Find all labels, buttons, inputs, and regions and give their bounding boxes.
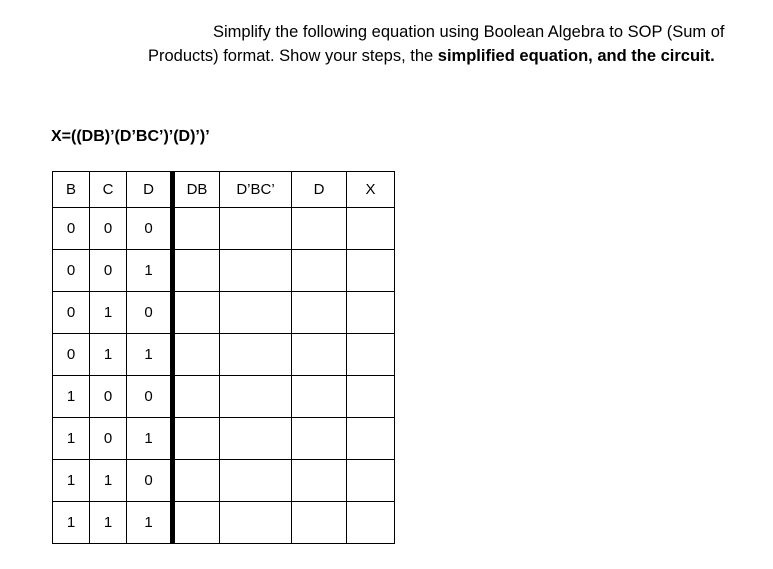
cell-c: 0 bbox=[90, 418, 127, 460]
cell-dprime-b-cprime[interactable] bbox=[220, 334, 292, 376]
cell-b: 1 bbox=[53, 418, 90, 460]
table-row bbox=[53, 418, 395, 460]
header-x: X bbox=[347, 172, 395, 208]
cell-x[interactable] bbox=[347, 460, 395, 502]
cell-db[interactable] bbox=[173, 460, 220, 502]
cell-b: 0 bbox=[53, 208, 90, 250]
cell-db[interactable] bbox=[173, 292, 220, 334]
problem-text-bold-simplified: simplified equation bbox=[437, 47, 589, 65]
table-row bbox=[53, 250, 395, 292]
boolean-equation: X=((DB)’(D’BC’)’(D)’)’ bbox=[51, 128, 210, 145]
cell-b: 1 bbox=[53, 376, 90, 418]
problem-text-bold-circuit: and the circuit. bbox=[597, 47, 715, 65]
table-row bbox=[53, 208, 395, 250]
table-row bbox=[53, 460, 395, 502]
cell-d: 0 bbox=[127, 460, 173, 502]
cell-c: 1 bbox=[90, 502, 127, 544]
header-dprime-b-cprime: D’BC’ bbox=[220, 172, 292, 208]
cell-d-second[interactable] bbox=[292, 502, 347, 544]
table-row bbox=[53, 376, 395, 418]
cell-d-second[interactable] bbox=[292, 418, 347, 460]
header-d: D bbox=[127, 172, 173, 208]
cell-d-second[interactable] bbox=[292, 460, 347, 502]
problem-statement bbox=[148, 20, 768, 68]
cell-x[interactable] bbox=[347, 208, 395, 250]
cell-db[interactable] bbox=[173, 334, 220, 376]
cell-x[interactable] bbox=[347, 292, 395, 334]
cell-db[interactable] bbox=[173, 376, 220, 418]
cell-d: 0 bbox=[127, 376, 173, 418]
cell-d: 1 bbox=[127, 334, 173, 376]
cell-d-second[interactable] bbox=[292, 208, 347, 250]
cell-c: 0 bbox=[90, 250, 127, 292]
cell-x[interactable] bbox=[347, 376, 395, 418]
cell-d: 0 bbox=[127, 208, 173, 250]
cell-dprime-b-cprime[interactable] bbox=[220, 208, 292, 250]
cell-c: 0 bbox=[90, 376, 127, 418]
cell-d-second[interactable] bbox=[292, 250, 347, 292]
cell-x[interactable] bbox=[347, 502, 395, 544]
truth-table bbox=[52, 171, 395, 544]
cell-x[interactable] bbox=[347, 418, 395, 460]
cell-b: 1 bbox=[53, 502, 90, 544]
problem-text-comma: , bbox=[588, 47, 598, 65]
cell-db[interactable] bbox=[173, 250, 220, 292]
problem-text-lead: Simplify the following equation using Boolean Algebra to SOP (Sum of Products) format. Show your steps, the bbox=[148, 23, 725, 65]
cell-c: 1 bbox=[90, 460, 127, 502]
cell-d: 1 bbox=[127, 502, 173, 544]
header-b: B bbox=[53, 172, 90, 208]
cell-db[interactable] bbox=[173, 418, 220, 460]
cell-b: 1 bbox=[53, 460, 90, 502]
cell-d: 1 bbox=[127, 418, 173, 460]
cell-dprime-b-cprime[interactable] bbox=[220, 418, 292, 460]
cell-x[interactable] bbox=[347, 334, 395, 376]
cell-dprime-b-cprime[interactable] bbox=[220, 376, 292, 418]
cell-c: 1 bbox=[90, 292, 127, 334]
header-db: DB bbox=[173, 172, 220, 208]
cell-db[interactable] bbox=[173, 502, 220, 544]
cell-dprime-b-cprime[interactable] bbox=[220, 292, 292, 334]
cell-dprime-b-cprime[interactable] bbox=[220, 250, 292, 292]
cell-d: 1 bbox=[127, 250, 173, 292]
table-row bbox=[53, 334, 395, 376]
cell-b: 0 bbox=[53, 250, 90, 292]
header-c: C bbox=[90, 172, 127, 208]
cell-dprime-b-cprime[interactable] bbox=[220, 502, 292, 544]
cell-db[interactable] bbox=[173, 208, 220, 250]
table-row bbox=[53, 292, 395, 334]
cell-b: 0 bbox=[53, 292, 90, 334]
cell-d: 0 bbox=[127, 292, 173, 334]
cell-d-second[interactable] bbox=[292, 334, 347, 376]
cell-d-second[interactable] bbox=[292, 292, 347, 334]
cell-c: 1 bbox=[90, 334, 127, 376]
cell-b: 0 bbox=[53, 334, 90, 376]
table-row bbox=[53, 502, 395, 544]
header-d-second: D bbox=[292, 172, 347, 208]
cell-c: 0 bbox=[90, 208, 127, 250]
cell-x[interactable] bbox=[347, 250, 395, 292]
cell-d-second[interactable] bbox=[292, 376, 347, 418]
truth-table-header-row bbox=[53, 172, 395, 208]
cell-dprime-b-cprime[interactable] bbox=[220, 460, 292, 502]
